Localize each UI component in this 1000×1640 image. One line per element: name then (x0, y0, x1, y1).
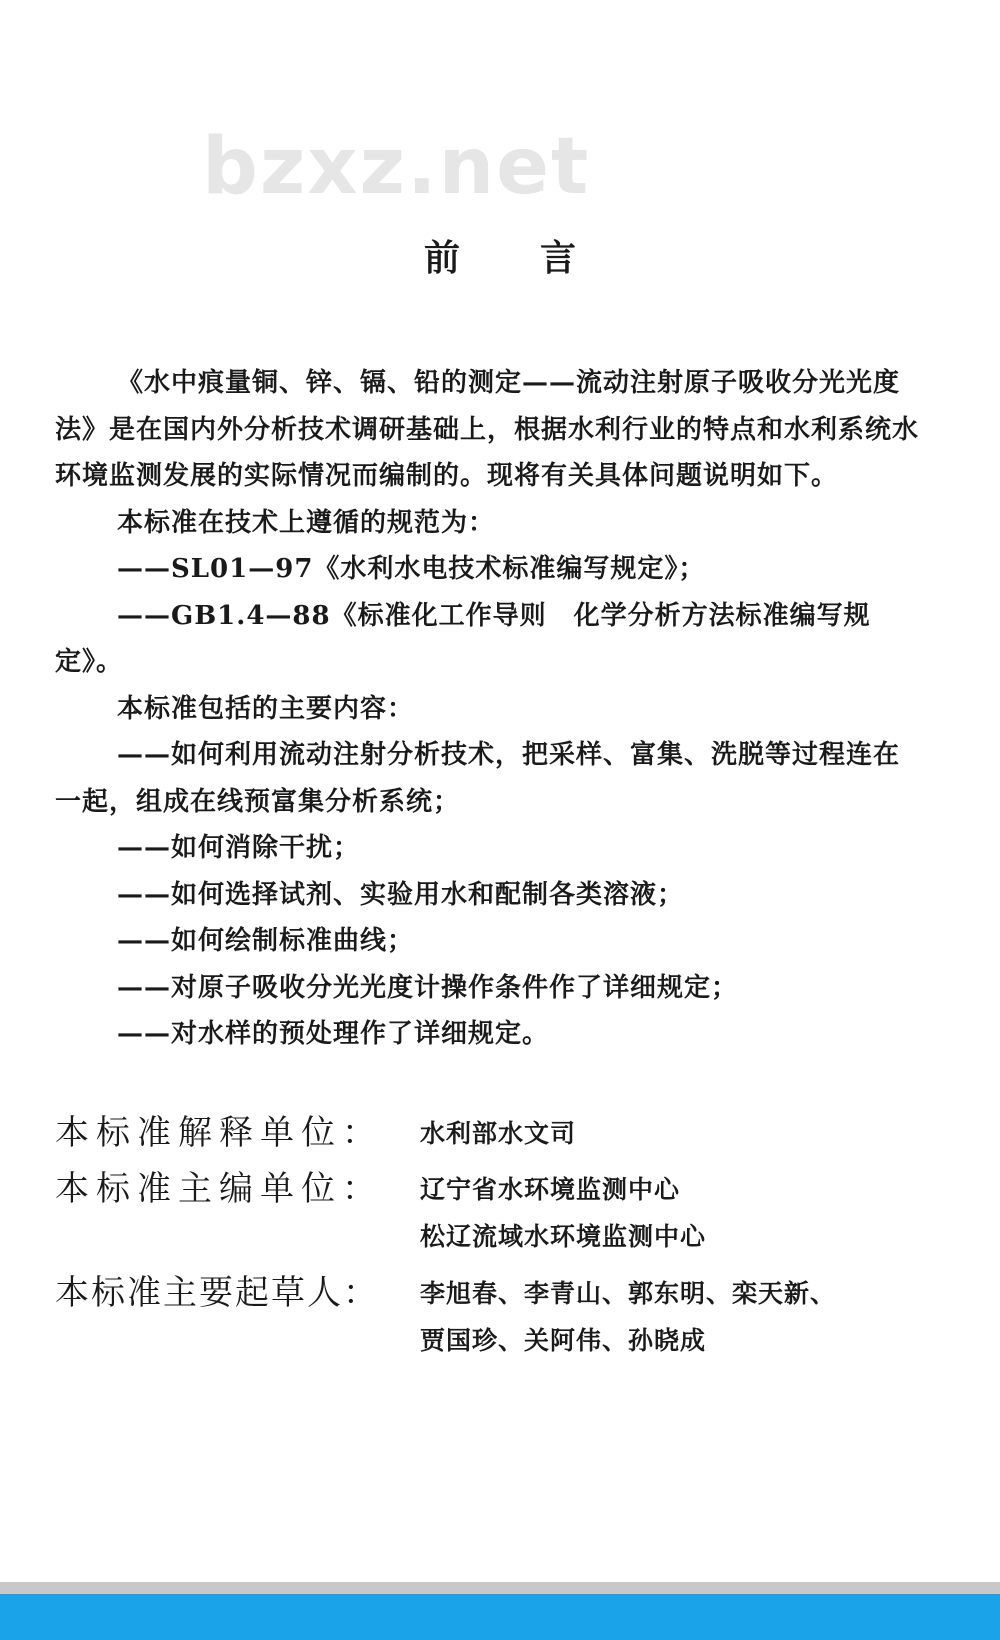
list-item-content: ——对原子吸收分光光度计操作条件作了详细规定； (117, 972, 739, 1003)
drafters-row (55, 1268, 935, 1364)
list-item-norm-sl: ——SL01—97《水利水电技术标准编写规定》； (117, 554, 706, 584)
list-item-content: ——如何选择试剂、实验用水和配制各类溶液； (117, 879, 685, 910)
drafters-label: 本标准主要起草人： (55, 1273, 379, 1313)
foreword-body (55, 360, 925, 1058)
editor-unit-value: 辽宁省水环境监测中心 (420, 1175, 681, 1204)
paragraph-norms-heading: 本标准在技术上遵循的规范为： (117, 507, 496, 538)
drafters-value: 贾国珍、关阿伟、孙晓成 (420, 1326, 707, 1355)
interpret-unit-label: 本标准解释单位： (55, 1113, 383, 1153)
editor-unit-label: 本标准主编单位： (55, 1169, 383, 1209)
page-bottom-divider (0, 1582, 1000, 1594)
interpret-unit-row (55, 1108, 935, 1158)
page-title: 前言 (423, 237, 656, 279)
drafters-value: 李旭春、李青山、郭东明、栾天新、 (420, 1279, 837, 1308)
paragraph-content-heading: 本标准包括的主要内容： (117, 693, 415, 724)
list-item-content: ——对水样的预处理作了详细规定。 (117, 1019, 550, 1049)
list-item-norm-gb: ——GB1.4—88《标准化工作导则 化学分析方法标准编写规定》。 (55, 600, 871, 677)
list-item-content: ——如何绘制标准曲线； (117, 926, 415, 956)
list-item-content: ——如何消除干扰； (117, 833, 361, 863)
paragraph-intro: 《水中痕量铜、锌、镉、铅的测定——流动注射原子吸收分光光度法》是在国内外分析技术调研基础上，根据水利行业的特点和水利系统水环境监测发展的实际情况而编制的。现将有关具体问题说明如下。 (55, 368, 920, 491)
editor-unit-value: 松辽流域水环境监测中心 (420, 1222, 707, 1251)
editor-unit-row (55, 1164, 935, 1260)
interpret-unit-value: 水利部水文司 (420, 1119, 577, 1148)
list-item-content: ——如何利用流动注射分析技术，把采样、富集、洗脱等过程连在一起，组成在线预富集分析系统； (55, 740, 901, 817)
watermark: bzxz.net (202, 122, 591, 212)
bottom-banner (0, 1594, 1000, 1640)
